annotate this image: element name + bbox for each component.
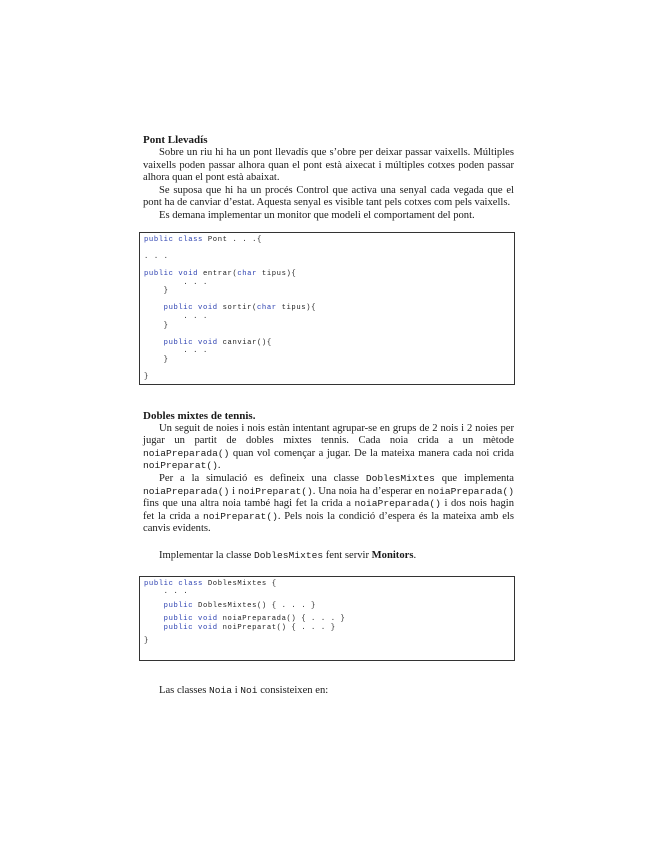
code-line: }: [144, 637, 149, 646]
code-line: public void sortir(char tipus){: [163, 304, 316, 313]
code-inline: noiaPreparada(): [354, 498, 441, 510]
code-inline: Noi: [240, 684, 258, 696]
code-line: . . .: [144, 588, 189, 597]
code-inline: noiaPreparada(): [143, 485, 230, 497]
page-content: [143, 134, 514, 697]
code-inline: DoblesMixtes: [254, 549, 324, 561]
code-line: . . .: [144, 347, 208, 356]
code-line: public void canviar(){: [163, 338, 272, 347]
paragraph: Implementar la classe DoblesMixtes fent servir Monitors.: [159, 549, 417, 561]
code-line: public class DoblesMixtes {: [144, 579, 277, 588]
code-block-dobles-mixtes: [139, 576, 515, 661]
code-line: public DoblesMixtes() { . . . }: [163, 601, 316, 610]
code-line: }: [144, 287, 169, 296]
code-line: public void entrar(char tipus){: [144, 269, 297, 278]
bold-term: Monitors: [371, 549, 414, 561]
code-line: }: [144, 321, 169, 330]
paragraph: Es demana implementar un monitor que modeli el comportament del pont.: [159, 209, 475, 221]
code-inline: noiaPreparada(): [143, 447, 230, 459]
code-line: }: [144, 355, 169, 364]
code-inline: noiPreparat(): [143, 460, 218, 472]
paragraph-footer: Las classes Noia i Noi consisteixen en:: [159, 684, 329, 696]
paragraph: Se suposa que hi ha un procés Control que activa una senyal cada vegada que el pont ha de canviar d’estat. Aquesta senyal es visible tant pels cotxes com pels vaixells.: [143, 184, 514, 209]
code-line: public class Pont . . .{: [144, 235, 262, 244]
code-line: }: [144, 373, 149, 382]
paragraph: Un seguit de noies i nois estàn intentant agrupar-se en grups de 2 nois i 2 noies per jugar un partit de dobles mixtes tennis. Cada noia crida a un mètode noiaPreparada() quan vol començar a jugar. De la mateixa manera cada noi crida noiPreparat().: [143, 422, 514, 472]
code-inline: noiPreparat(): [202, 510, 278, 522]
section-dobles-mixtes: [143, 410, 514, 563]
code-inline: noiPreparat(): [237, 485, 313, 497]
section-pont-llevadis: [143, 134, 514, 223]
code-block-pont: [139, 232, 515, 385]
paragraph: Per a la simulació es defineix una classe DoblesMixtes que implementa noiaPreparada() i noiPreparat(). Una noia ha d’esperar en noiaPreparada() fins que una altra noia també hagi fet la crida a noiaPreparada() i dos nois hagin fet la crida a noiPreparat(). Pels nois la condició d’espera és la mateixa amb els canvis evidents.: [143, 472, 514, 535]
section-title: Dobles mixtes de tennis.: [143, 409, 256, 422]
code-line: public void noiPreparat() { . . . }: [163, 623, 336, 632]
section-title: Pont Llevadís: [143, 134, 208, 146]
code-line: public void noiaPreparada() { . . . }: [163, 615, 346, 624]
code-line: . . .: [144, 278, 208, 287]
code-line: . . .: [144, 312, 208, 321]
code-inline: DoblesMixtes: [365, 472, 435, 484]
code-inline: noiaPreparada(): [427, 485, 514, 497]
code-line: . . .: [144, 252, 169, 261]
paragraph: Sobre un riu hi ha un pont llevadís que s’obre per deixar passar vaixells. Múltiples vaixells poden passar alhora quan el pont està aixecat i múltiples cotxes poden passar alhora quan el pont està abaixat.: [143, 147, 514, 184]
code-inline: Noia: [209, 684, 233, 696]
